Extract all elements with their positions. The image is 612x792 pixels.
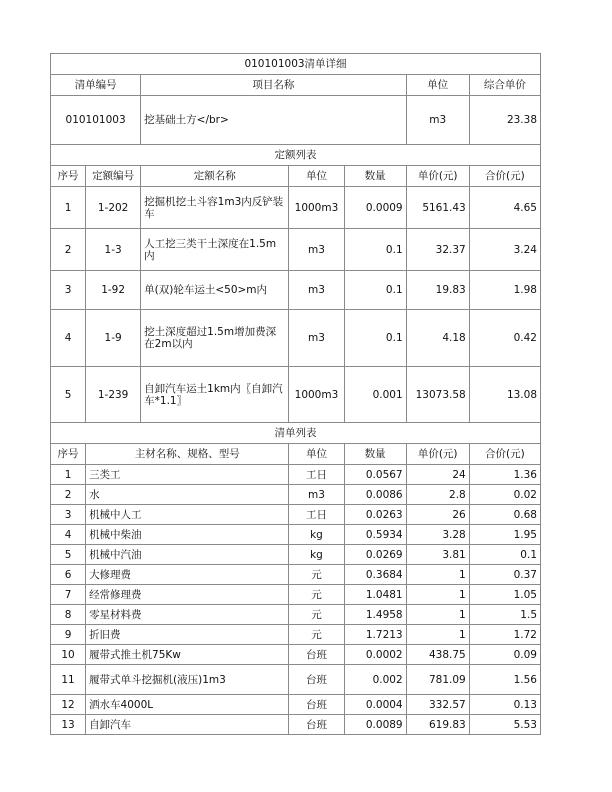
material-unit: 工日 xyxy=(289,505,344,525)
quota-code: 1-9 xyxy=(86,310,141,367)
material-seq: 13 xyxy=(51,715,86,735)
material-row xyxy=(51,715,541,735)
material-price: 619.83 xyxy=(406,715,469,735)
material-total: 0.02 xyxy=(469,485,540,505)
bill-price: 23.38 xyxy=(469,96,540,145)
material-qty: 1.4958 xyxy=(344,605,406,625)
quota-name: 人工挖三类干土深度在1.5m内 xyxy=(141,229,289,271)
material-qty: 0.0002 xyxy=(344,645,406,665)
material-unit: 台班 xyxy=(289,645,344,665)
quota-seq: 2 xyxy=(51,229,86,271)
material-unit: 台班 xyxy=(289,715,344,735)
material-seq: 4 xyxy=(51,525,86,545)
bill-name: 挖基础土方</br> xyxy=(141,96,406,145)
material-price: 24 xyxy=(406,465,469,485)
material-price: 1 xyxy=(406,605,469,625)
material-row xyxy=(51,565,541,585)
quota-price: 4.18 xyxy=(406,310,469,367)
quota-seq: 5 xyxy=(51,367,86,423)
bill-detail-sheet xyxy=(50,53,541,735)
material-qty: 0.0086 xyxy=(344,485,406,505)
material-total: 1.36 xyxy=(469,465,540,485)
quota-total: 3.24 xyxy=(469,229,540,271)
quota-code: 1-239 xyxy=(86,367,141,423)
quota-unit-header: 单位 xyxy=(289,166,344,187)
material-price: 3.28 xyxy=(406,525,469,545)
material-total: 1.56 xyxy=(469,665,540,695)
quota-total: 13.08 xyxy=(469,367,540,423)
quota-seq: 4 xyxy=(51,310,86,367)
material-unit-header: 单位 xyxy=(289,444,344,465)
material-name: 洒水车4000L xyxy=(86,695,289,715)
material-seq: 6 xyxy=(51,565,86,585)
material-qty: 0.0004 xyxy=(344,695,406,715)
material-seq: 8 xyxy=(51,605,86,625)
material-name: 零星材料费 xyxy=(86,605,289,625)
quota-qty: 0.1 xyxy=(344,271,406,310)
material-name: 机械中汽油 xyxy=(86,545,289,565)
quota-unit: 1000m3 xyxy=(289,367,344,423)
material-price: 26 xyxy=(406,505,469,525)
bill-price-header: 综合单价 xyxy=(469,75,540,96)
material-name-header: 主材名称、规格、型号 xyxy=(86,444,289,465)
material-qty: 1.7213 xyxy=(344,625,406,645)
material-seq: 1 xyxy=(51,465,86,485)
quota-price: 13073.58 xyxy=(406,367,469,423)
material-name: 大修理费 xyxy=(86,565,289,585)
material-seq: 12 xyxy=(51,695,86,715)
material-row xyxy=(51,665,541,695)
material-total: 1.05 xyxy=(469,585,540,605)
quota-code: 1-3 xyxy=(86,229,141,271)
material-unit: 元 xyxy=(289,585,344,605)
quota-price-header: 单价(元) xyxy=(406,166,469,187)
bill-detail-table xyxy=(50,53,541,735)
material-name: 三类工 xyxy=(86,465,289,485)
quota-unit: m3 xyxy=(289,310,344,367)
material-total: 1.5 xyxy=(469,605,540,625)
quota-total: 4.65 xyxy=(469,187,540,229)
material-price: 2.8 xyxy=(406,485,469,505)
quota-row xyxy=(51,310,541,367)
material-row xyxy=(51,465,541,485)
material-row xyxy=(51,625,541,645)
bill-name-header: 项目名称 xyxy=(141,75,406,96)
material-total: 0.09 xyxy=(469,645,540,665)
material-qty: 0.0567 xyxy=(344,465,406,485)
quota-qty: 0.0009 xyxy=(344,187,406,229)
material-qty-header: 数量 xyxy=(344,444,406,465)
quota-code-header: 定额编号 xyxy=(86,166,141,187)
material-unit: 台班 xyxy=(289,695,344,715)
material-unit: kg xyxy=(289,525,344,545)
material-seq-header: 序号 xyxy=(51,444,86,465)
bill-unit: m3 xyxy=(406,96,469,145)
material-row xyxy=(51,585,541,605)
quota-row xyxy=(51,187,541,229)
material-row xyxy=(51,545,541,565)
quota-section-title: 定额列表 xyxy=(51,145,541,166)
quota-seq: 1 xyxy=(51,187,86,229)
quota-name: 挖掘机挖土斗容1m3内反铲装车 xyxy=(141,187,289,229)
quota-qty: 0.1 xyxy=(344,229,406,271)
material-price: 1 xyxy=(406,565,469,585)
quota-row xyxy=(51,271,541,310)
material-row xyxy=(51,485,541,505)
quota-qty: 0.1 xyxy=(344,310,406,367)
material-seq: 11 xyxy=(51,665,86,695)
material-unit: 台班 xyxy=(289,665,344,695)
material-unit: 工日 xyxy=(289,465,344,485)
material-row xyxy=(51,695,541,715)
material-row xyxy=(51,645,541,665)
material-qty: 1.0481 xyxy=(344,585,406,605)
material-qty: 0.3684 xyxy=(344,565,406,585)
bill-code: 010101003 xyxy=(51,96,141,145)
quota-qty-header: 数量 xyxy=(344,166,406,187)
material-seq: 5 xyxy=(51,545,86,565)
material-name: 自卸汽车 xyxy=(86,715,289,735)
material-seq: 7 xyxy=(51,585,86,605)
material-unit: 元 xyxy=(289,605,344,625)
material-seq: 10 xyxy=(51,645,86,665)
material-seq: 3 xyxy=(51,505,86,525)
quota-row xyxy=(51,229,541,271)
material-row xyxy=(51,505,541,525)
material-total: 0.13 xyxy=(469,695,540,715)
material-price: 332.57 xyxy=(406,695,469,715)
quota-name: 单(双)轮车运土<50>m内 xyxy=(141,271,289,310)
material-name: 机械中柴油 xyxy=(86,525,289,545)
material-name: 水 xyxy=(86,485,289,505)
material-price: 781.09 xyxy=(406,665,469,695)
material-total-header: 合价(元) xyxy=(469,444,540,465)
sheet-title: 010101003清单详细 xyxy=(51,54,541,75)
bill-code-header: 清单编号 xyxy=(51,75,141,96)
material-price: 438.75 xyxy=(406,645,469,665)
material-name: 履带式单斗挖掘机(液压)1m3 xyxy=(86,665,289,695)
material-total: 5.53 xyxy=(469,715,540,735)
quota-price: 19.83 xyxy=(406,271,469,310)
material-name: 经常修理费 xyxy=(86,585,289,605)
material-qty: 0.002 xyxy=(344,665,406,695)
material-seq: 9 xyxy=(51,625,86,645)
quota-name: 挖土深度超过1.5m增加费深在2m以内 xyxy=(141,310,289,367)
material-price: 1 xyxy=(406,585,469,605)
material-price: 1 xyxy=(406,625,469,645)
quota-unit: m3 xyxy=(289,229,344,271)
material-row xyxy=(51,605,541,625)
quota-unit: m3 xyxy=(289,271,344,310)
quota-name: 自卸汽车运土1km内〖自卸汽车*1.1〗 xyxy=(141,367,289,423)
material-price-header: 单价(元) xyxy=(406,444,469,465)
material-unit: 元 xyxy=(289,625,344,645)
material-price: 3.81 xyxy=(406,545,469,565)
material-seq: 2 xyxy=(51,485,86,505)
quota-total-header: 合价(元) xyxy=(469,166,540,187)
quota-total: 0.42 xyxy=(469,310,540,367)
bill-unit-header: 单位 xyxy=(406,75,469,96)
quota-price: 32.37 xyxy=(406,229,469,271)
material-name: 机械中人工 xyxy=(86,505,289,525)
material-unit: kg xyxy=(289,545,344,565)
material-total: 0.68 xyxy=(469,505,540,525)
material-qty: 0.0269 xyxy=(344,545,406,565)
material-name: 履带式推土机75Kw xyxy=(86,645,289,665)
list-section-title: 清单列表 xyxy=(51,423,541,444)
material-total: 1.72 xyxy=(469,625,540,645)
quota-code: 1-92 xyxy=(86,271,141,310)
quota-total: 1.98 xyxy=(469,271,540,310)
material-unit: m3 xyxy=(289,485,344,505)
quota-code: 1-202 xyxy=(86,187,141,229)
material-qty: 0.5934 xyxy=(344,525,406,545)
quota-row xyxy=(51,367,541,423)
quota-seq: 3 xyxy=(51,271,86,310)
quota-unit: 1000m3 xyxy=(289,187,344,229)
quota-name-header: 定额名称 xyxy=(141,166,289,187)
material-total: 1.95 xyxy=(469,525,540,545)
material-qty: 0.0089 xyxy=(344,715,406,735)
material-total: 0.1 xyxy=(469,545,540,565)
material-total: 0.37 xyxy=(469,565,540,585)
quota-qty: 0.001 xyxy=(344,367,406,423)
material-qty: 0.0263 xyxy=(344,505,406,525)
material-unit: 元 xyxy=(289,565,344,585)
quota-seq-header: 序号 xyxy=(51,166,86,187)
material-row xyxy=(51,525,541,545)
quota-price: 5161.43 xyxy=(406,187,469,229)
material-name: 折旧费 xyxy=(86,625,289,645)
